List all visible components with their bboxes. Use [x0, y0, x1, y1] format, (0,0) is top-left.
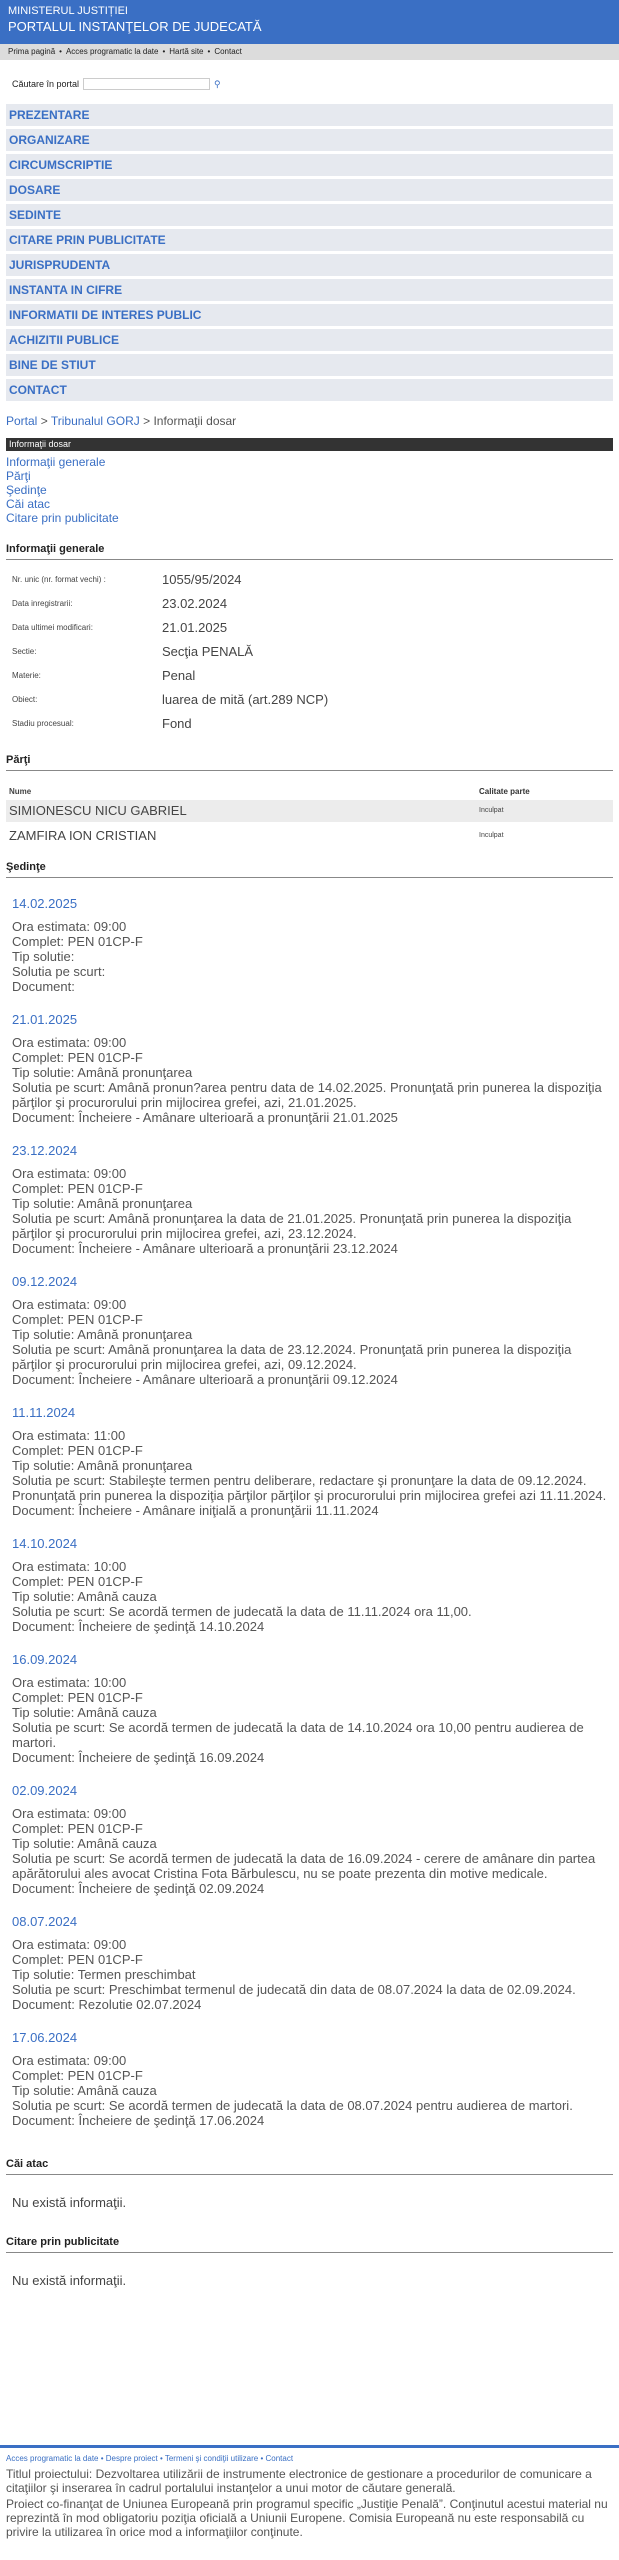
table-row [6, 800, 613, 822]
footer-disclaimer: Proiect co-finanţat de Uniunea Europeană prin programul specific „Justiţie Penală”. Conţinutul acestui material nu reprezintă în mod obligatoriu poziţia oficială a Uniunii Europene. Comisia Europeană nu este responsabilă cu privire la utilizarea în orice mod a informaţiilor conţinute. [6, 2497, 608, 2539]
sedinta-tip: Tip solutie: Amână pronunţarea [12, 1327, 193, 1342]
footer-links[interactable]: Acces programatic la date • Despre proiect • Termeni şi condiţii utilizare • Contact [6, 2454, 294, 2463]
breadcrumb-portal[interactable]: Portal [6, 414, 38, 428]
info-value: Fond [162, 716, 192, 731]
menu-item[interactable]: CIRCUMSCRIPTIE [6, 154, 613, 176]
general-info [12, 572, 607, 740]
sedinta-complet: Complet: PEN 01CP-F [12, 934, 143, 949]
sedinta-document[interactable]: Document: Încheiere de şedinţă 16.09.2024 [12, 1750, 265, 1765]
sedinta-solutie: Solutia pe scurt: Se acordă termen de judecată la data de 16.09.2024 - cerere de amânare din partea apărătorului ales avocat Cristina Fota Bărbulescu, nu se poate prezenta din motive medicale. [12, 1851, 596, 1881]
ministry-title: MINISTERUL JUSTIȚIEI [8, 5, 128, 17]
citare-title: Citare prin publicitate [6, 2236, 613, 2253]
nav-sep: • [59, 47, 62, 56]
site-header [0, 0, 619, 44]
sedinta-document: Document: [12, 979, 75, 994]
info-row [12, 572, 607, 596]
sedinta-document[interactable]: Document: Încheiere - Amânare ulterioară a pronunţării 23.12.2024 [12, 1241, 398, 1256]
sedinta-complet: Complet: PEN 01CP-F [12, 1574, 143, 1589]
sedinta-solutie: Solutia pe scurt: Se acordă termen de judecată la data de 11.11.2024 ora 11,00. [12, 1604, 472, 1619]
sedinta-complet: Complet: PEN 01CP-F [12, 1050, 143, 1065]
info-row [12, 692, 607, 716]
info-row [12, 596, 607, 620]
sedinta-complet: Complet: PEN 01CP-F [12, 1952, 143, 1967]
sedinta-date: 16.09.2024 [12, 1652, 78, 1667]
info-key: Data inregistrarii: [12, 599, 73, 608]
info-row [12, 716, 607, 740]
info-key: Nr. unic (nr. format vechi) : [12, 575, 106, 584]
nav-api[interactable]: Acces programatic la date [65, 47, 159, 56]
info-value: Penal [162, 668, 196, 683]
parti-header [6, 781, 613, 800]
sedinta-date: 14.10.2024 [12, 1536, 78, 1551]
sedinta-ora: Ora estimata: 09:00 [12, 1937, 127, 1952]
sedinta-tip: Tip solutie: Amână cauza [12, 2083, 157, 2098]
citare-empty: Nu există informaţii. [12, 2273, 127, 2288]
info-key: Obiect: [12, 695, 38, 704]
sedinta-tip: Tip solutie: Amână cauza [12, 1589, 157, 1604]
sedinta-ora: Ora estimata: 11:00 [12, 1428, 126, 1443]
sedinta-ora: Ora estimata: 09:00 [12, 919, 127, 934]
sedinta-date: 09.12.2024 [12, 1274, 78, 1289]
top-nav [0, 44, 619, 60]
sedinta-ora: Ora estimata: 09:00 [12, 1035, 127, 1050]
toc [0, 451, 619, 529]
sedinta-document[interactable]: Document: Încheiere de şedinţă 17.06.2024 [12, 2113, 265, 2128]
sedinta-tip: Tip solutie: Amână pronunţarea [12, 1065, 193, 1080]
cai-atac-empty: Nu există informaţii. [12, 2195, 127, 2210]
sedinta-document[interactable]: Document: Încheiere - Amânare ulterioară a pronunţării 21.01.2025 [12, 1110, 398, 1125]
menu-item[interactable]: JURISPRUDENTA [6, 254, 613, 276]
col-role: Calitate parte [479, 787, 530, 796]
sedinta-date: 21.01.2025 [12, 1012, 78, 1027]
sedinta-solutie: Solutia pe scurt: Amână pronun?area pentru data de 14.02.2025. Pronunţată prin punerea la dispoziţia părţilor şi procurorului prin mijlocirea grefei, azi, 21.01.2025. [12, 1080, 602, 1110]
sedinta-ora: Ora estimata: 09:00 [12, 1297, 127, 1312]
sedinta-date: 23.12.2024 [12, 1143, 78, 1158]
menu-item[interactable]: ORGANIZARE [6, 129, 613, 151]
table-row [6, 825, 613, 847]
nav-sep: • [207, 47, 211, 56]
footer-project-title: Titlul proiectului: Dezvoltarea utilizării de instrumente electronice de gestionare a procedurilor de comunicare a citaţiilor şi inserarea în cadrul portalului instanţelor a unui motor de căutare generală. [6, 2467, 592, 2495]
sedinta-item [12, 896, 607, 994]
sedinta-tip: Tip solutie: [12, 949, 75, 964]
sedinta-complet: Complet: PEN 01CP-F [12, 1443, 143, 1458]
info-row [12, 620, 607, 644]
sedinta-ora: Ora estimata: 10:00 [12, 1675, 127, 1690]
menu-item[interactable]: ACHIZITII PUBLICE [6, 329, 613, 351]
sedinta-item [12, 1914, 607, 2012]
menu-item[interactable]: PREZENTARE [6, 104, 613, 126]
sedinta-date: 02.09.2024 [12, 1783, 78, 1798]
parti-title: Părţi [6, 754, 613, 771]
sedinta-complet: Complet: PEN 01CP-F [12, 1181, 143, 1196]
sedinta-tip: Tip solutie: Termen preschimbat [12, 1967, 196, 1982]
breadcrumb-current: Informaţii dosar [153, 414, 237, 428]
sedinta-document[interactable]: Document: Încheiere - Amânare ulterioară a pronunţării 09.12.2024 [12, 1372, 398, 1387]
toc-link[interactable]: Şedinţe [6, 483, 47, 497]
parti-table [6, 781, 613, 847]
sedinta-solutie: Solutia pe scurt: [12, 964, 106, 979]
menu-item[interactable]: INSTANTA IN CIFRE [6, 279, 613, 301]
sedinta-item [12, 1274, 607, 1387]
sedinte-title: Şedinţe [6, 861, 613, 878]
breadcrumb-sep: > [40, 414, 48, 428]
sedinta-date: 14.02.2025 [12, 896, 78, 911]
sedinta-item [12, 1143, 607, 1256]
sedinta-date: 17.06.2024 [12, 2030, 78, 2045]
toc-link[interactable]: Părţi [6, 469, 31, 483]
sedinta-ora: Ora estimata: 09:00 [12, 1806, 127, 1821]
info-value: 1055/95/2024 [162, 572, 242, 587]
sedinta-item [12, 1783, 607, 1896]
sedinta-solutie: Solutia pe scurt: Stabileşte termen pentru deliberare, redactare şi pronunţare la data de 09.12.2024. Pronunţată prin punerea la dispoziţia părţilor părţilor şi procurorului prin mijlocirea grefei azi 11.11.2024. [12, 1473, 607, 1503]
info-row [12, 668, 607, 692]
portal-title[interactable]: PORTALUL INSTANŢELOR DE JUDECATĂ [8, 19, 262, 34]
info-value: 21.01.2025 [162, 620, 228, 635]
sedinta-tip: Tip solutie: Amână pronunţarea [12, 1458, 193, 1473]
main-menu [0, 104, 619, 401]
sedinta-ora: Ora estimata: 09:00 [12, 1166, 127, 1181]
sedinta-complet: Complet: PEN 01CP-F [12, 1312, 143, 1327]
party-role: Inculpat [479, 832, 504, 839]
search-bar [0, 60, 619, 96]
sedinta-complet: Complet: PEN 01CP-F [12, 1821, 143, 1836]
sedinta-solutie: Solutia pe scurt: Preschimbat termenul de judecată din data de 08.07.2024 la data de 02.09.2024. [12, 1982, 576, 1997]
breadcrumb-sep: > [143, 414, 151, 428]
toc-link[interactable]: Informaţii generale [6, 455, 106, 469]
sedinta-item [12, 1012, 607, 1125]
info-value: luarea de mită (art.289 NCP) [162, 692, 329, 707]
sedinta-complet: Complet: PEN 01CP-F [12, 1690, 143, 1705]
sedinta-ora: Ora estimata: 10:00 [12, 1559, 127, 1574]
sedinta-document[interactable]: Document: Încheiere de şedinţă 02.09.2024 [12, 1881, 265, 1896]
party-role: Inculpat [479, 807, 504, 814]
sedinta-document[interactable]: Document: Rezolutie 02.07.2024 [12, 1997, 202, 2012]
col-name: Nume [9, 787, 32, 796]
menu-item[interactable]: CONTACT [6, 379, 613, 401]
info-key: Data ultimei modificari: [12, 623, 93, 632]
sedinta-complet: Complet: PEN 01CP-F [12, 2068, 143, 2083]
sedinta-date: 08.07.2024 [12, 1914, 78, 1929]
toc-link[interactable]: Citare prin publicitate [6, 511, 119, 525]
menu-item[interactable]: BINE DE STIUT [6, 354, 613, 376]
menu-item[interactable]: SEDINTE [6, 204, 613, 226]
general-title: Informaţii generale [6, 543, 613, 560]
cai-atac-title: Căi atac [6, 2158, 613, 2175]
info-key: Materie: [12, 671, 41, 680]
sedinta-tip: Tip solutie: Amână cauza [12, 1836, 157, 1851]
menu-item[interactable]: CITARE PRIN PUBLICITATE [6, 229, 613, 251]
info-value: Secţia PENALĂ [162, 644, 254, 659]
sedinta-item [12, 1652, 607, 1765]
search-input[interactable] [83, 78, 210, 90]
search-icon[interactable]: ⚲ [214, 78, 221, 89]
nav-contact[interactable]: Contact [214, 47, 242, 56]
nav-sitemap[interactable]: Hartă site [169, 47, 204, 56]
sedinte-list [0, 896, 619, 2128]
search-label: Căutare în portal [12, 79, 80, 89]
breadcrumb [0, 404, 619, 432]
sedinta-solutie: Solutia pe scurt: Se acordă termen de judecată la data de 14.10.2024 ora 10,00 pentru audierea de martori. [12, 1720, 584, 1750]
info-value: 23.02.2024 [162, 596, 228, 611]
nav-home[interactable]: Prima pagină [8, 47, 56, 56]
party-name: ZAMFIRA ION CRISTIAN [9, 828, 157, 843]
toc-link[interactable]: Căi atac [6, 497, 51, 511]
menu-item[interactable]: DOSARE [6, 179, 613, 201]
sedinta-date: 11.11.2024 [12, 1405, 76, 1420]
sedinta-ora: Ora estimata: 09:00 [12, 2053, 127, 2068]
section-bar: Informaţii dosar [6, 438, 613, 451]
info-row [12, 644, 607, 668]
breadcrumb-tribunal[interactable]: Tribunalul GORJ [50, 414, 140, 428]
sedinta-tip: Tip solutie: Amână pronunţarea [12, 1196, 193, 1211]
sedinta-item [12, 1536, 607, 1634]
sedinta-solutie: Solutia pe scurt: Amână pronunţarea la data de 23.12.2024. Pronunţată prin punerea la dispoziţia părţilor şi procurorului prin mijlocirea grefei, azi, 09.12.2024. [12, 1342, 572, 1372]
party-name: SIMIONESCU NICU GABRIEL [9, 803, 187, 818]
sedinta-item [12, 1405, 607, 1518]
sedinta-solutie: Solutia pe scurt: Se acordă termen de judecată la data de 08.07.2024 pentru audierea de martori. [12, 2098, 573, 2113]
nav-sep: • [162, 47, 166, 56]
sedinta-tip: Tip solutie: Amână cauza [12, 1705, 157, 1720]
info-key: Stadiu procesual: [12, 719, 74, 728]
sedinta-document[interactable]: Document: Încheiere de şedinţă 14.10.2024 [12, 1619, 265, 1634]
menu-item[interactable]: INFORMATII DE INTERES PUBLIC [6, 304, 613, 326]
footer [0, 2445, 619, 2541]
sedinta-item [12, 2030, 607, 2128]
sedinta-document[interactable]: Document: Încheiere - Amânare iniţială a pronunţării 11.11.2024 [12, 1503, 379, 1518]
sedinta-solutie: Solutia pe scurt: Amână pronunţarea la data de 21.01.2025. Pronunţată prin punerea la dispoziţia părţilor şi procurorului prin mijlocirea grefei, azi, 23.12.2024. [12, 1211, 572, 1241]
info-key: Sectie: [12, 647, 37, 656]
